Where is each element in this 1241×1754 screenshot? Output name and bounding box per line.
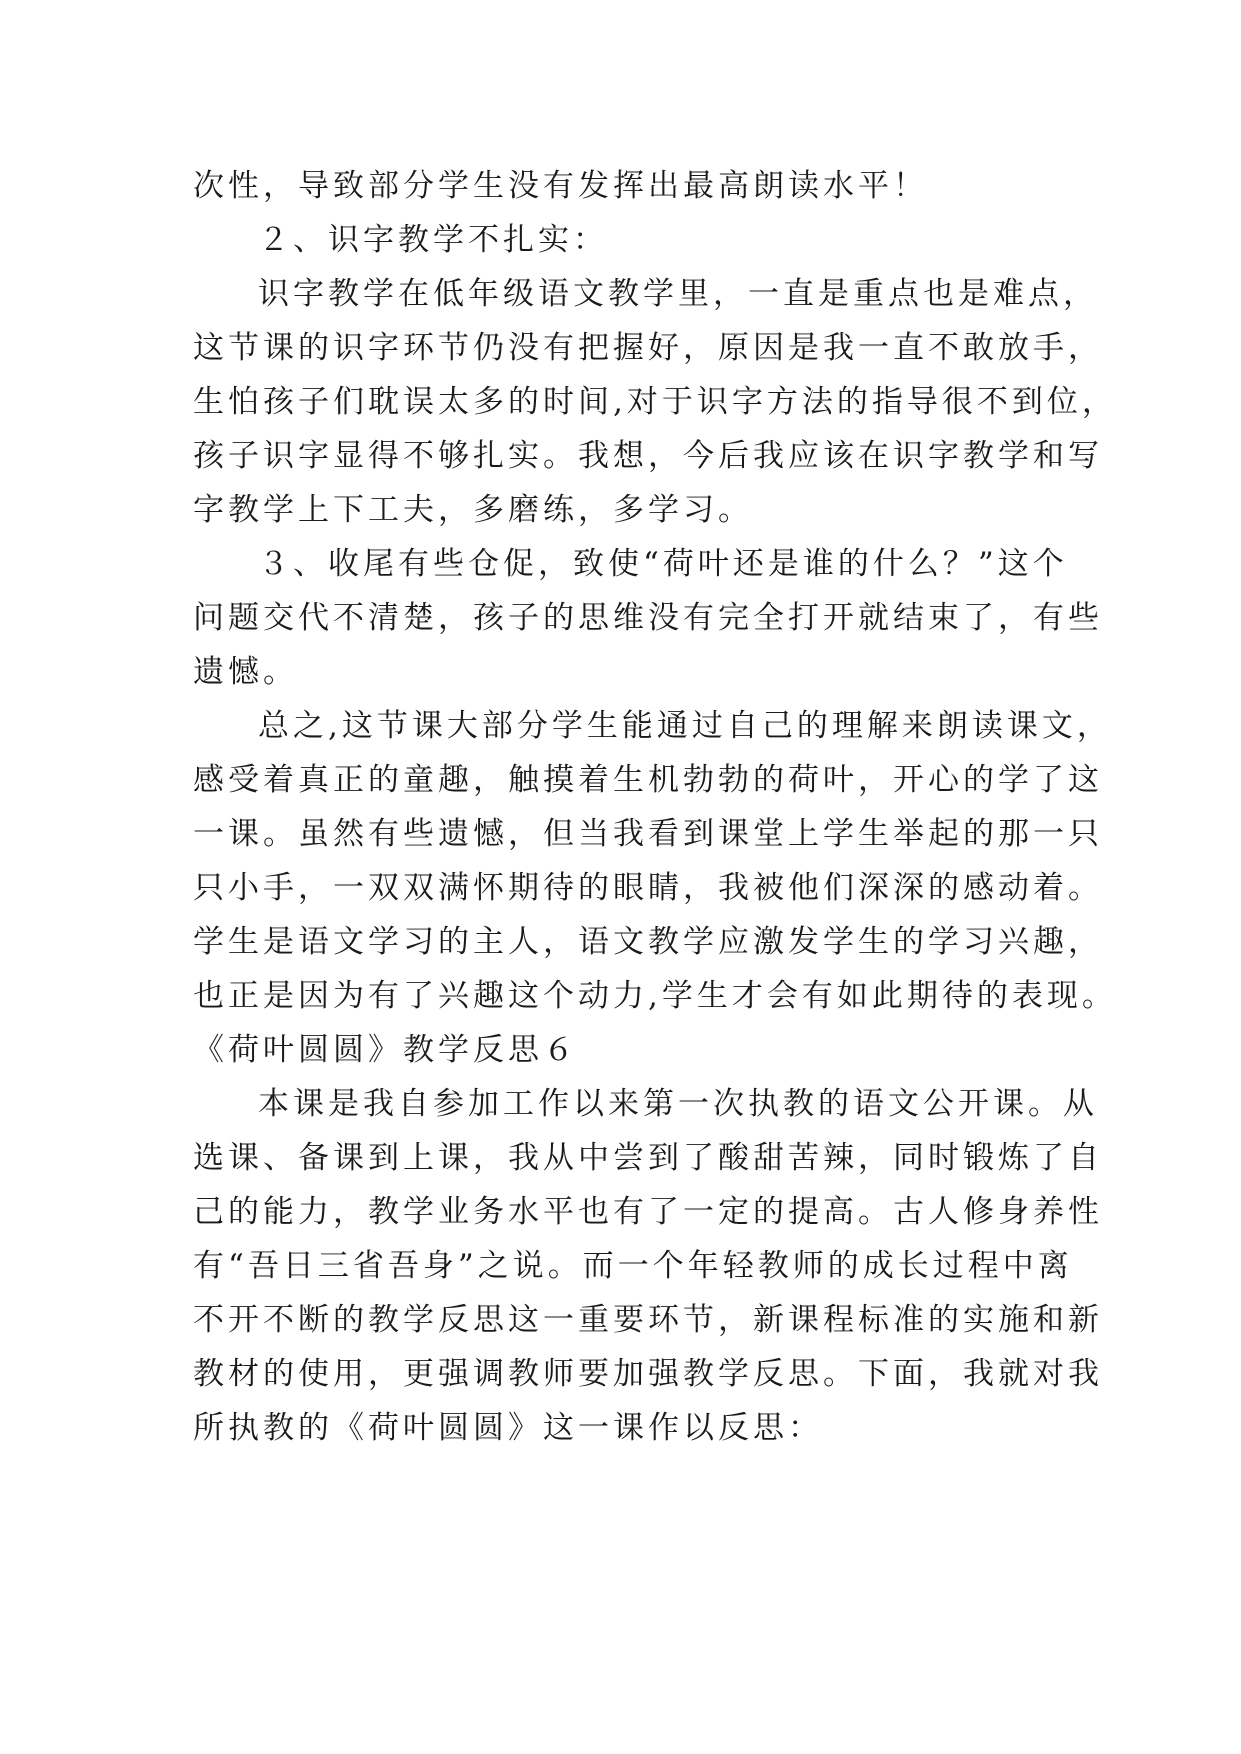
paragraph-line: 这节课的识字环节仍没有把握好，原因是我一直不敢放手， (193, 330, 1103, 366)
paragraph-line: 识字教学在低年级语文教学里，一直是重点也是难点， (258, 276, 1098, 312)
paragraph-line: 所执教的《荷叶圆圆》这一课作以反思： (193, 1410, 823, 1446)
paragraph-line: 总之,这节课大部分学生能通过自己的理解来朗读课文， (258, 708, 1112, 744)
paragraph-line: 己的能力，教学业务水平也有了一定的提高。古人修身养性 (193, 1194, 1103, 1230)
paragraph-line: 不开不断的教学反思这一重要环节，新课程标准的实施和新 (193, 1302, 1103, 1338)
paragraph-line: 教材的使用，更强调教师要加强教学反思。下面，我就对我 (193, 1356, 1103, 1392)
paragraph-line: 次性，导致部分学生没有发挥出最高朗读水平！ (193, 168, 928, 204)
paragraph-line: 问题交代不清楚，孩子的思维没有完全打开就结束了，有些 (193, 600, 1103, 636)
paragraph-line: 字教学上下工夫，多磨练，多学习。 (193, 492, 753, 528)
paragraph-line: 也正是因为有了兴趣这个动力,学生才会有如此期待的表现。 (193, 978, 1117, 1014)
paragraph-line: 遗憾。 (193, 654, 298, 690)
paragraph-line: 有“吾日三省吾身”之说。而一个年轻教师的成长过程中离 (193, 1248, 1073, 1284)
paragraph-line: 本课是我自参加工作以来第一次执教的语文公开课。从 (258, 1086, 1098, 1122)
paragraph-line: 感受着真正的童趣，触摸着生机勃勃的荷叶，开心的学了这 (193, 762, 1103, 798)
paragraph-line: 一课。虽然有些遗憾，但当我看到课堂上学生举起的那一只 (193, 816, 1103, 852)
paragraph-line: 学生是语文学习的主人，语文教学应激发学生的学习兴趣， (193, 924, 1103, 960)
paragraph-line: 选课、备课到上课，我从中尝到了酸甜苦辣，同时锻炼了自 (193, 1140, 1103, 1176)
document-title: 《荷叶圆圆》教学反思６ (193, 1032, 578, 1068)
section-heading: ３、收尾有些仓促，致使“荷叶还是谁的什么？”这个 (258, 546, 1068, 582)
paragraph-line: 孩子识字显得不够扎实。我想，今后我应该在识字教学和写 (193, 438, 1103, 474)
paragraph-line: 只小手，一双双满怀期待的眼睛，我被他们深深的感动着。 (193, 870, 1103, 906)
section-heading: ２、识字教学不扎实： (258, 222, 608, 258)
paragraph-line: 生怕孩子们耽误太多的时间,对于识字方法的指导很不到位， (193, 384, 1117, 420)
